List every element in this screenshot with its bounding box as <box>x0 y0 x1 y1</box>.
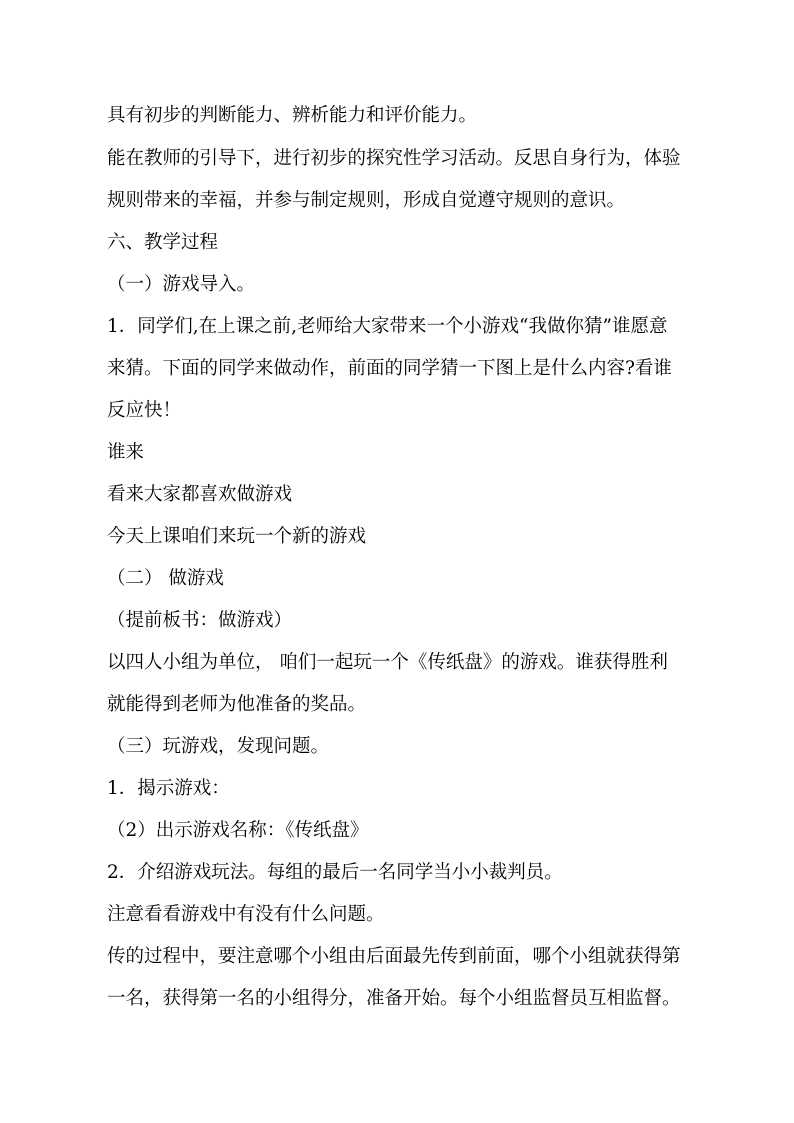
paragraph-line: 一名，获得第一名的小组得分，准备开始。每个小组监督员互相监督。 <box>107 988 681 1009</box>
section-heading: 六、教学过程 <box>107 232 219 253</box>
paragraph-line: 今天上课咱们来玩一个新的游戏 <box>107 526 367 547</box>
paragraph-line: 以四人小组为单位， 咱们一起玩一个《传纸盘》的游戏。谁获得胜利 <box>107 652 668 673</box>
subsection-heading: （一）游戏导入。 <box>107 274 256 295</box>
paragraph-line: （提前板书：做游戏） <box>107 610 293 631</box>
paragraph-line: 具有初步的判断能力、辨析能力和评价能力。 <box>107 105 478 126</box>
paragraph-line: 来猜。下面的同学来做动作，前面的同学猜一下图上是什么内容?看谁 <box>107 358 672 379</box>
paragraph-line: 看来大家都喜欢做游戏 <box>107 484 293 505</box>
paragraph-line: 传的过程中，要注意哪个小组由后面最先传到前面，哪个小组就获得第 <box>107 946 681 967</box>
paragraph-line: （2）出示游戏名称：《传纸盘》 <box>107 820 369 841</box>
subsection-heading: （三）玩游戏，发现问题。 <box>107 736 330 757</box>
paragraph-line: 反应快！ <box>107 400 182 421</box>
paragraph-line: 2．介绍游戏玩法。每组的最后一名同学当小小裁判员。 <box>107 862 563 883</box>
paragraph-line: 1．揭示游戏： <box>107 778 230 799</box>
paragraph-line: 谁来 <box>107 442 145 463</box>
paragraph-line: 1．同学们,在上课之前,老师给大家带来一个小游戏“我做你猜”谁愿意 <box>107 316 668 337</box>
paragraph-line: 能在教师的引导下，进行初步的探究性学习活动。反思自身行为，体验 <box>107 148 681 169</box>
paragraph-line: 注意看看游戏中有没有什么问题。 <box>107 904 385 925</box>
subsection-heading: （二） 做游戏 <box>107 568 224 589</box>
paragraph-line: 规则带来的幸福，并参与制定规则，形成自觉遵守规则的意识。 <box>107 190 626 211</box>
paragraph-line: 就能得到老师为他准备的奖品。 <box>107 694 367 715</box>
